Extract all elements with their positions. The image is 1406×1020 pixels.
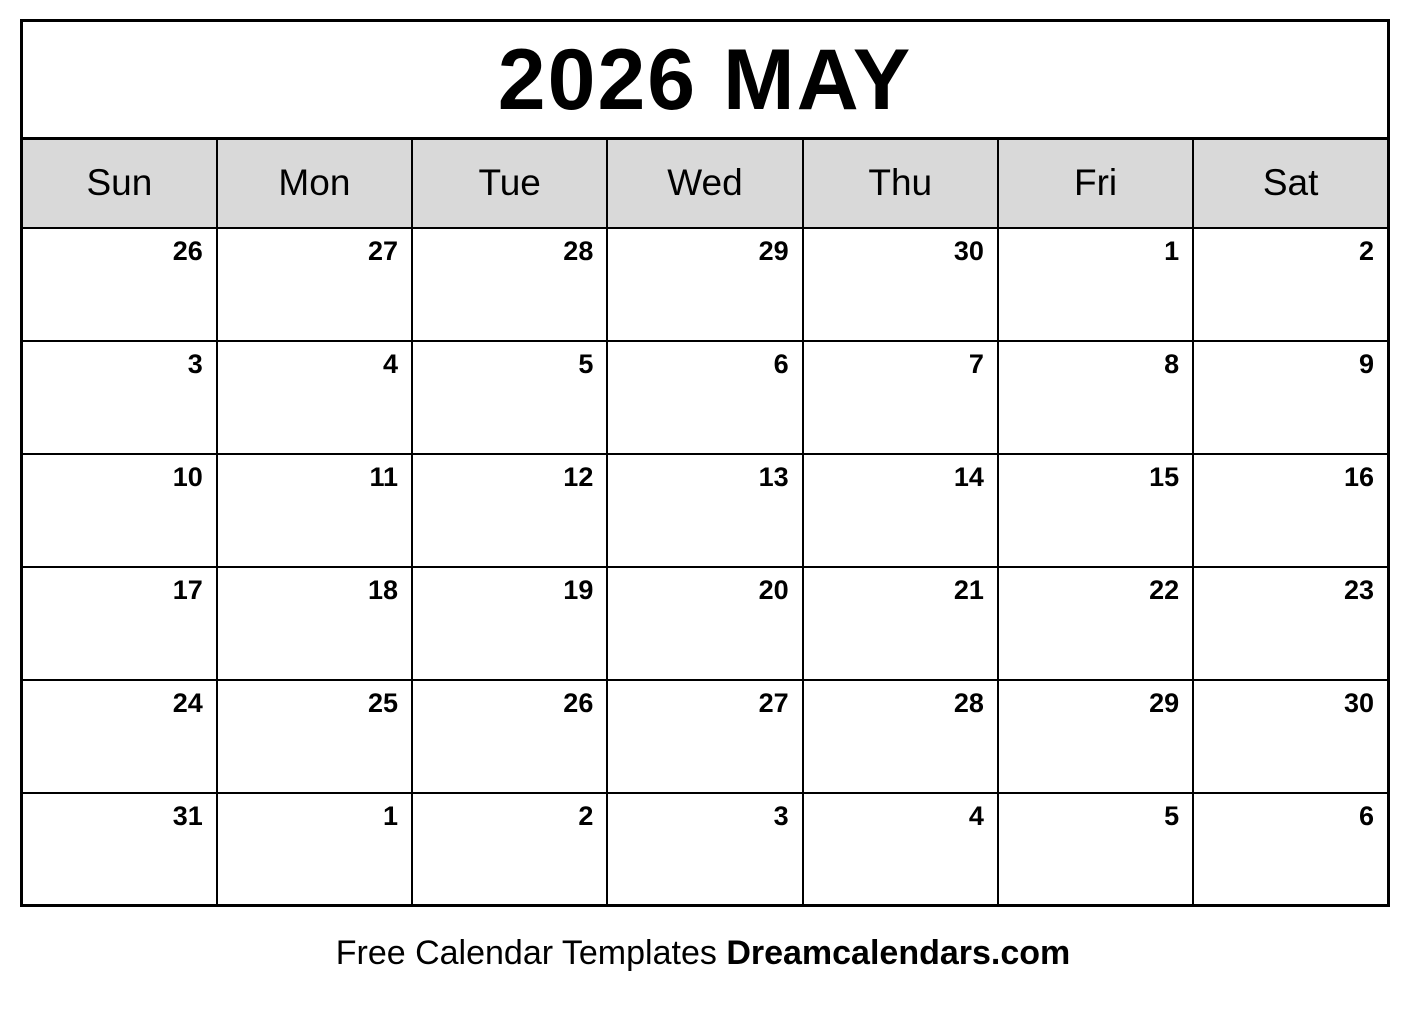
day-cell xyxy=(1193,228,1388,341)
day-number: 14 xyxy=(953,461,984,492)
weekday-sun: Sun xyxy=(22,139,217,228)
day-number: 31 xyxy=(172,800,203,831)
day-number: 10 xyxy=(172,461,203,492)
day-number: 12 xyxy=(563,461,594,492)
day-number: 21 xyxy=(953,574,984,605)
day-number: 26 xyxy=(172,235,203,266)
day-number: 6 xyxy=(773,348,789,379)
day-number: 8 xyxy=(1164,348,1180,379)
day-number: 7 xyxy=(968,348,984,379)
day-cell xyxy=(803,793,998,906)
day-number: 24 xyxy=(172,687,203,718)
day-cell xyxy=(1193,341,1388,454)
day-cell xyxy=(412,341,607,454)
day-number: 11 xyxy=(369,461,399,492)
day-number: 15 xyxy=(1149,461,1180,492)
day-cell xyxy=(1193,793,1388,906)
day-cell xyxy=(1193,454,1388,567)
day-number: 30 xyxy=(953,235,984,266)
day-cell xyxy=(803,680,998,793)
day-number: 1 xyxy=(383,800,399,831)
day-number: 1 xyxy=(1164,235,1180,266)
calendar-title: 2026 MAY xyxy=(497,31,913,128)
day-number: 9 xyxy=(1358,348,1374,379)
day-cell xyxy=(217,228,412,341)
day-number: 19 xyxy=(563,574,594,605)
day-cell xyxy=(998,567,1193,680)
calendar xyxy=(20,19,1390,907)
day-cell xyxy=(803,228,998,341)
day-cell xyxy=(1193,680,1388,793)
weekday-sat: Sat xyxy=(1193,139,1388,228)
day-number: 2 xyxy=(1358,235,1374,266)
day-number: 3 xyxy=(187,348,203,379)
day-cell xyxy=(22,567,217,680)
weekday-tue: Tue xyxy=(412,139,607,228)
day-cell xyxy=(607,228,802,341)
footer xyxy=(0,934,1406,973)
day-cell xyxy=(22,341,217,454)
day-cell xyxy=(998,341,1193,454)
day-cell xyxy=(803,567,998,680)
day-number: 22 xyxy=(1149,574,1180,605)
weekday-wed: Wed xyxy=(607,139,802,228)
day-cell xyxy=(22,680,217,793)
day-cell xyxy=(607,341,802,454)
day-cell xyxy=(607,680,802,793)
day-number: 28 xyxy=(953,687,984,718)
day-cell xyxy=(22,454,217,567)
day-cell xyxy=(412,228,607,341)
weekday-mon: Mon xyxy=(217,139,412,228)
day-number: 6 xyxy=(1358,800,1374,831)
day-cell xyxy=(607,454,802,567)
day-cell xyxy=(217,680,412,793)
day-cell xyxy=(412,567,607,680)
day-cell xyxy=(998,680,1193,793)
day-cell xyxy=(998,793,1193,906)
day-cell xyxy=(217,454,412,567)
day-cell xyxy=(22,228,217,341)
day-cell xyxy=(803,341,998,454)
day-cell xyxy=(998,454,1193,567)
day-cell xyxy=(607,567,802,680)
day-cell xyxy=(803,454,998,567)
day-cell xyxy=(217,567,412,680)
day-number: 17 xyxy=(172,574,203,605)
day-number: 4 xyxy=(383,348,399,379)
day-cell xyxy=(217,341,412,454)
day-number: 23 xyxy=(1343,574,1374,605)
day-number: 26 xyxy=(563,687,594,718)
day-number: 27 xyxy=(758,687,789,718)
day-number: 29 xyxy=(1149,687,1180,718)
week-row-3 xyxy=(22,454,1389,567)
day-number: 2 xyxy=(578,800,594,831)
day-cell xyxy=(217,793,412,906)
day-number: 13 xyxy=(758,461,789,492)
week-row-6 xyxy=(22,793,1389,906)
week-row-1 xyxy=(22,228,1389,341)
day-cell xyxy=(607,793,802,906)
day-cell xyxy=(1193,567,1388,680)
day-number: 27 xyxy=(368,235,399,266)
weekday-row xyxy=(22,139,1389,228)
week-row-2 xyxy=(22,341,1389,454)
footer-brand: Dreamcalendars.com xyxy=(726,934,1071,972)
day-number: 3 xyxy=(773,800,789,831)
weekday-fri: Fri xyxy=(998,139,1193,228)
day-number: 5 xyxy=(578,348,594,379)
day-number: 28 xyxy=(563,235,594,266)
day-number: 18 xyxy=(368,574,399,605)
day-cell xyxy=(412,793,607,906)
day-number: 4 xyxy=(968,800,984,831)
day-number: 16 xyxy=(1343,461,1374,492)
day-cell xyxy=(998,228,1193,341)
day-number: 5 xyxy=(1164,800,1180,831)
week-row-5 xyxy=(22,680,1389,793)
footer-text: Free Calendar Templates xyxy=(335,934,727,972)
day-number: 29 xyxy=(758,235,789,266)
day-number: 25 xyxy=(368,687,399,718)
day-number: 20 xyxy=(758,574,789,605)
week-row-4 xyxy=(22,567,1389,680)
weekday-thu: Thu xyxy=(803,139,998,228)
day-cell xyxy=(412,680,607,793)
day-number: 30 xyxy=(1343,687,1374,718)
calendar-title-box xyxy=(20,19,1390,140)
calendar-body xyxy=(22,228,1389,906)
day-cell xyxy=(22,793,217,906)
calendar-grid xyxy=(20,137,1390,907)
day-cell xyxy=(412,454,607,567)
